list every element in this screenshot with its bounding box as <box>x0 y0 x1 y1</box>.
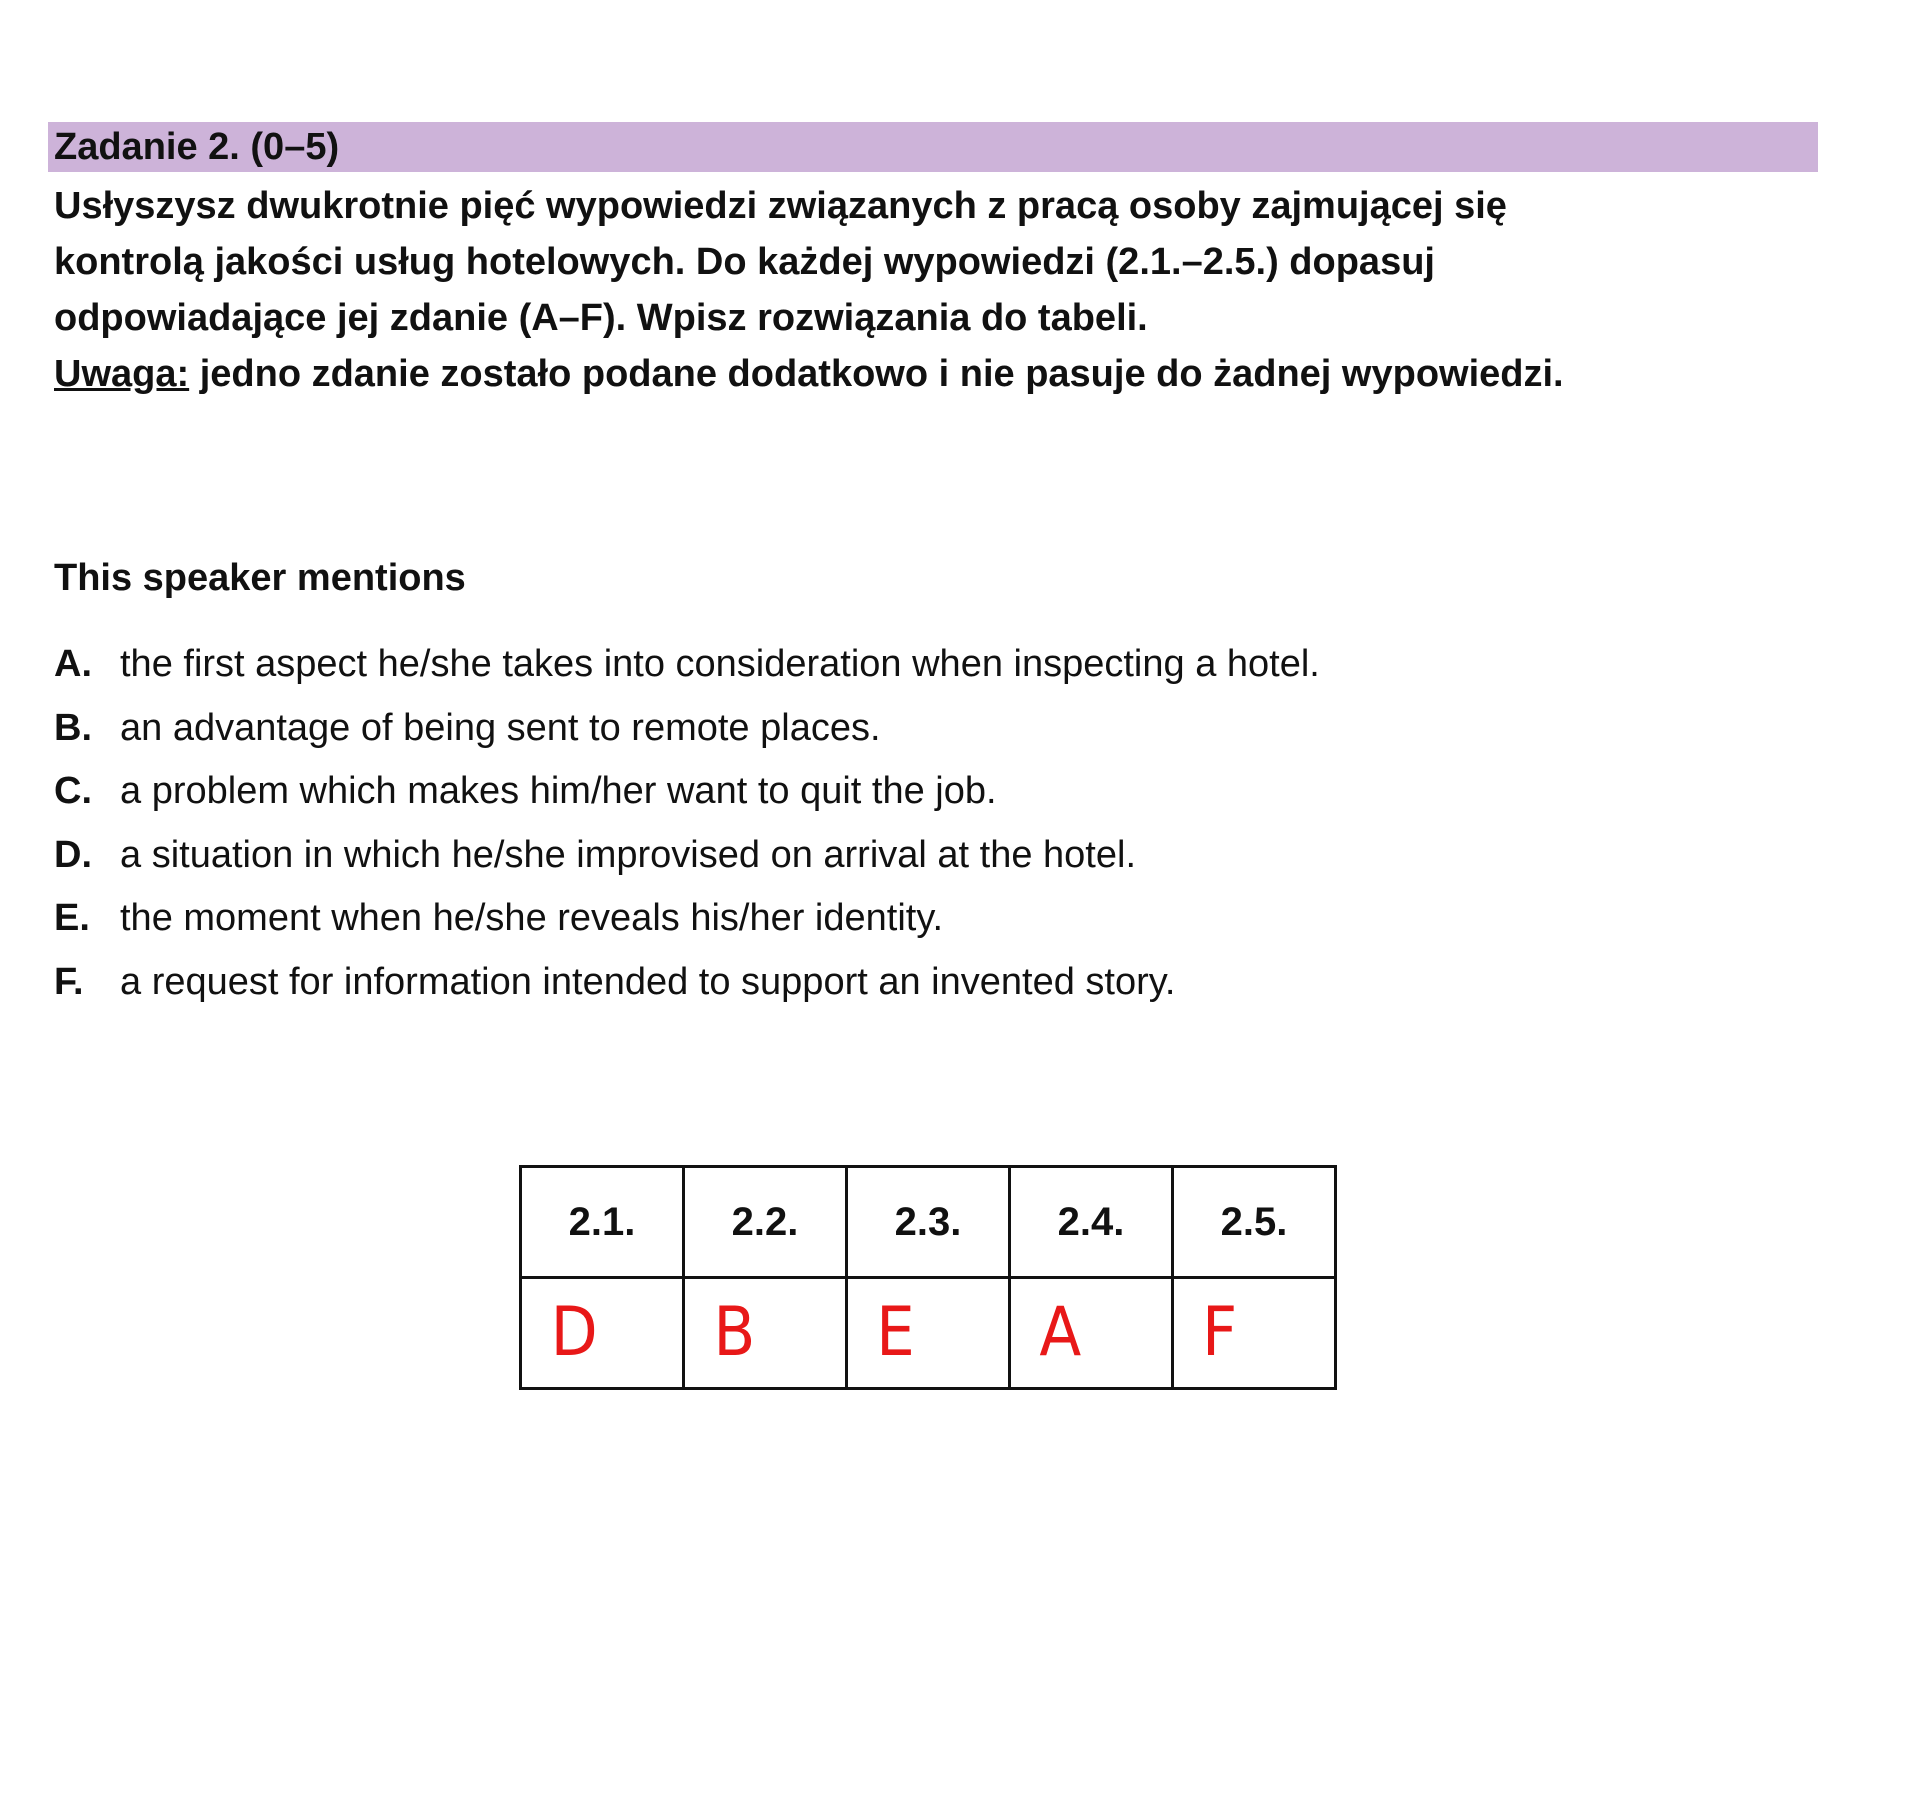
option-item <box>54 827 1320 891</box>
option-text: the moment when he/she reveals his/her identity. <box>120 897 944 939</box>
option-letter: D. <box>54 833 92 876</box>
note-label: Uwaga: <box>54 353 190 395</box>
instruction-line: Usłyszysz dwukrotnie pięć wypowiedzi związanych z pracą osoby zajmującej się <box>54 185 1507 227</box>
answer-table-answer-row <box>521 1278 1336 1389</box>
handwritten-answer: F <box>1201 1293 1238 1372</box>
option-item <box>54 763 1320 827</box>
handwritten-answer: B <box>713 1293 756 1372</box>
answer-cell[interactable] <box>521 1278 684 1389</box>
option-letter: E. <box>54 897 90 939</box>
option-letter: F. <box>54 960 84 1003</box>
note-text: jedno zdanie zostało podane dodatkowo i nie pasuje do żadnej wypowiedzi. <box>189 353 1564 395</box>
answer-header-cell: 2.5. <box>1173 1167 1336 1278</box>
handwritten-answer: A <box>1039 1293 1082 1372</box>
option-item <box>54 700 1320 764</box>
option-item <box>54 890 1320 954</box>
task-title: Zadanie 2. (0–5) <box>48 122 1818 172</box>
option-letter: C. <box>54 770 92 812</box>
handwritten-answer: E <box>876 1293 915 1372</box>
answer-table <box>519 1165 1337 1390</box>
instruction-line: kontrolą jakości usług hotelowych. Do każdej wypowiedzi (2.1.–2.5.) dopasuj <box>54 241 1435 283</box>
answer-header-cell: 2.3. <box>847 1167 1010 1278</box>
instruction-line: odpowiadające jej zdanie (A–F). Wpisz rozwiązania do tabeli. <box>54 297 1148 339</box>
answer-cell[interactable] <box>847 1278 1010 1389</box>
option-text: an advantage of being sent to remote places. <box>120 706 881 749</box>
task-instructions <box>54 178 1834 402</box>
answer-header-cell: 2.1. <box>521 1167 684 1278</box>
option-item <box>54 636 1320 700</box>
option-text: a situation in which he/she improvised on arrival at the hotel. <box>120 833 1136 876</box>
option-letter: A. <box>54 643 92 685</box>
options-list <box>54 636 1320 1017</box>
option-item <box>54 954 1320 1018</box>
answer-table-header-row <box>521 1167 1336 1278</box>
instruction-note <box>54 346 1834 402</box>
answer-cell[interactable] <box>684 1278 847 1389</box>
option-text: a request for information intended to support an invented story. <box>120 960 1176 1003</box>
options-prompt: This speaker mentions <box>54 557 466 599</box>
handwritten-answer: D <box>550 1293 598 1372</box>
answer-header-cell: 2.4. <box>1010 1167 1173 1278</box>
option-text: a problem which makes him/her want to quit the job. <box>120 770 997 812</box>
answer-cell[interactable] <box>1010 1278 1173 1389</box>
option-text: the first aspect he/she takes into consideration when inspecting a hotel. <box>120 643 1320 685</box>
answer-header-cell: 2.2. <box>684 1167 847 1278</box>
option-letter: B. <box>54 706 92 749</box>
answer-cell[interactable] <box>1173 1278 1336 1389</box>
